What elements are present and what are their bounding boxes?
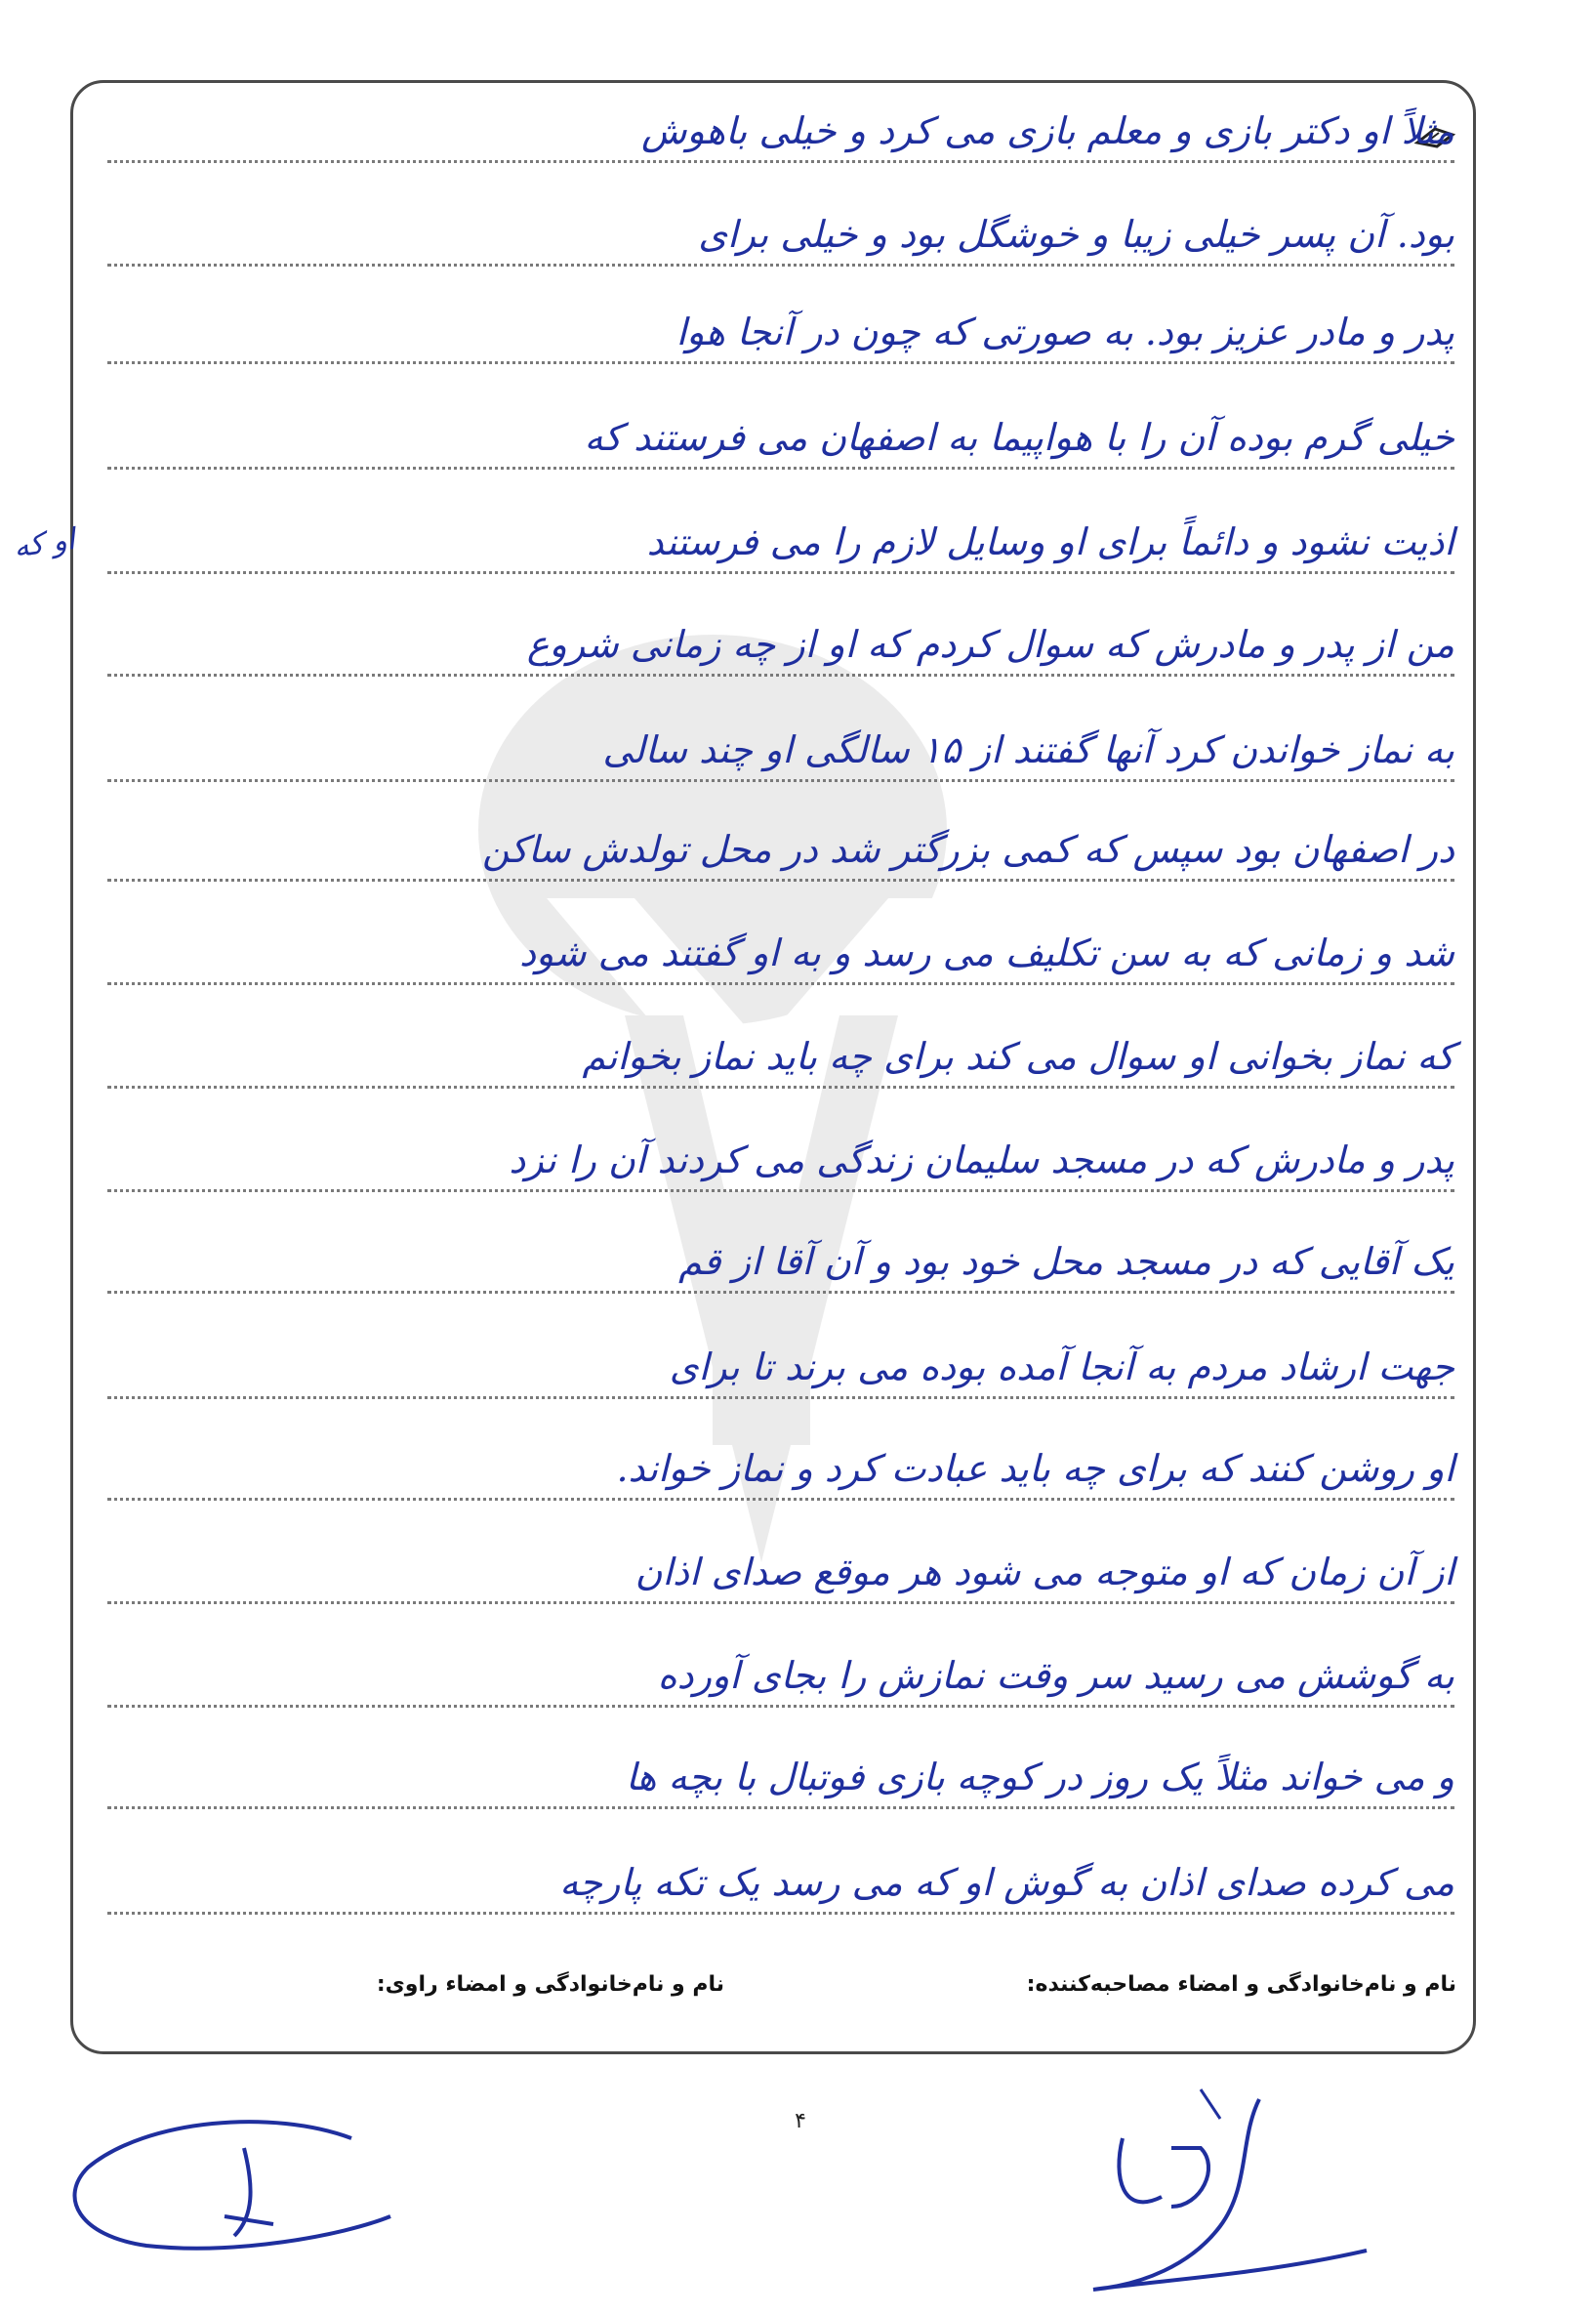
- handwritten-line: از آن زمان که او متوجه می شود هر موقع صدای اذان: [107, 1543, 1454, 1604]
- handwritten-line: خیلی گرم بوده آن را با هواپیما به اصفهان می فرستند که: [107, 408, 1454, 470]
- handwritten-line: می کرده صدای اذان به گوش او که می رسد یک تکه پارچه: [107, 1853, 1454, 1915]
- handwritten-line: به نماز خواندن کرد آنها گفتند از ۱۵ سالگی او چند سالی: [107, 721, 1454, 782]
- handwritten-line: اذیت نشود و دائماً برای او وسایل لازم را می فرستند: [107, 513, 1454, 574]
- handwritten-line: شد و زمانی که به سن تکلیف می رسد و به او گفتند می شود: [107, 924, 1454, 985]
- handwritten-line: که نماز بخوانی او سوال می کند برای چه باید نماز بخوانم: [107, 1027, 1454, 1089]
- handwritten-line: بود. آن پسر خیلی زیبا و خوشگل بود و خیلی برای: [107, 205, 1454, 267]
- handwritten-line: به گوشش می رسید سر وقت نمازش را بجای آورده: [107, 1646, 1454, 1708]
- narrator-signature-label: نام و نام‌خانوادگی و امضاء راوی:: [376, 1972, 724, 1997]
- handwritten-line: پدر و مادر عزیز بود. به صورتی که چون در آنجا هوا: [107, 303, 1454, 364]
- handwritten-line: پدر و مادرش که در مسجد سلیمان زندگی می کردند آن را نزد: [107, 1131, 1454, 1192]
- handwritten-line: و می خواند مثلاً یک روز در کوچه بازی فوتبال با بچه ها: [107, 1748, 1454, 1809]
- margin-note: او که: [11, 521, 77, 565]
- handwritten-line: مثلاً او دکتر بازی و معلم بازی می کرد و خیلی باهوش: [107, 102, 1454, 163]
- handwritten-line: یک آقایی که در مسجد محل خود بود و آن آقا از قم: [107, 1232, 1454, 1294]
- narrator-signature: [59, 2099, 410, 2265]
- handwritten-line: من از پدر و مادرش که سوال کردم که او از چه زمانی شروع: [107, 615, 1454, 677]
- handwritten-line: در اصفهان بود سپس که کمی بزرگتر شد در محل تولدش ساکن: [107, 820, 1454, 882]
- handwritten-line: جهت ارشاد مردم به آنجا آمده بوده می برند تا برای: [107, 1338, 1454, 1399]
- signature-labels: [107, 1972, 1466, 2011]
- handwritten-line: او روشن کنند که برای چه باید عبادت کرد و نماز خواند.: [107, 1439, 1454, 1501]
- page-number: ۴: [795, 2109, 806, 2133]
- interviewer-signature-label: نام و نام‌خانوادگی و امضاء مصاحبه‌کننده:: [1026, 1972, 1456, 1997]
- interviewer-signature: [1054, 2080, 1376, 2304]
